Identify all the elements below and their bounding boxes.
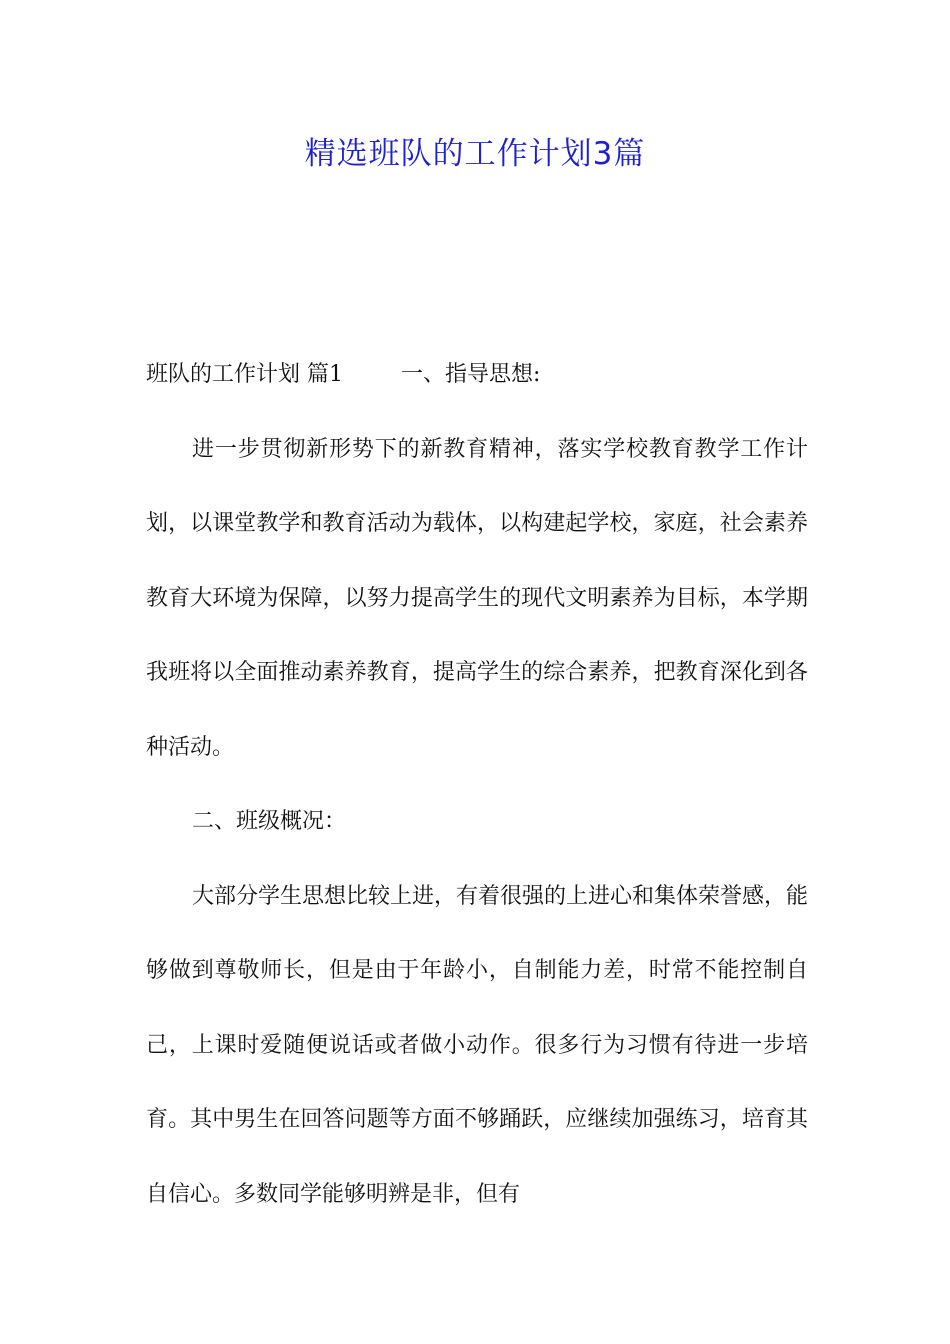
heading-class-overview: 二、班级概况： [192,809,347,834]
paragraph-guiding-thought: 进一步贯彻新形势下的新教育精神，落实学校教育教学工作计划，以课堂教学和教育活动为载体，以构建起学校，家庭，社会素养教育大环境为保障，以努力提高学生的现代文明素养为目标，本学期我班将以全面推动素养教育，提高学生的综合素养，把教育深化到各种活动。 [146,436,808,760]
document-title: 精选班队的工作计划3篇 [304,136,646,172]
section-heading-line [146,338,808,413]
paragraph-class-overview: 大部分学生思想比较上进，有着很强的上进心和集体荣誉感，能够做到尊敬师长，但是由于年龄小，自制能力差，时常不能控制自己，上课时爱随便说话或者做小动作。很多行为习惯有待进一步培育。其中男生在回答问题等方面不够踊跃，应继续加强练习，培育其自信心。多数同学能够明辨是非，但有 [146,883,809,1207]
document-body [146,338,808,1232]
heading-guiding-thought: 一、指导思想: [401,362,541,387]
section-label: 班队的工作计划 篇1 [146,362,343,387]
